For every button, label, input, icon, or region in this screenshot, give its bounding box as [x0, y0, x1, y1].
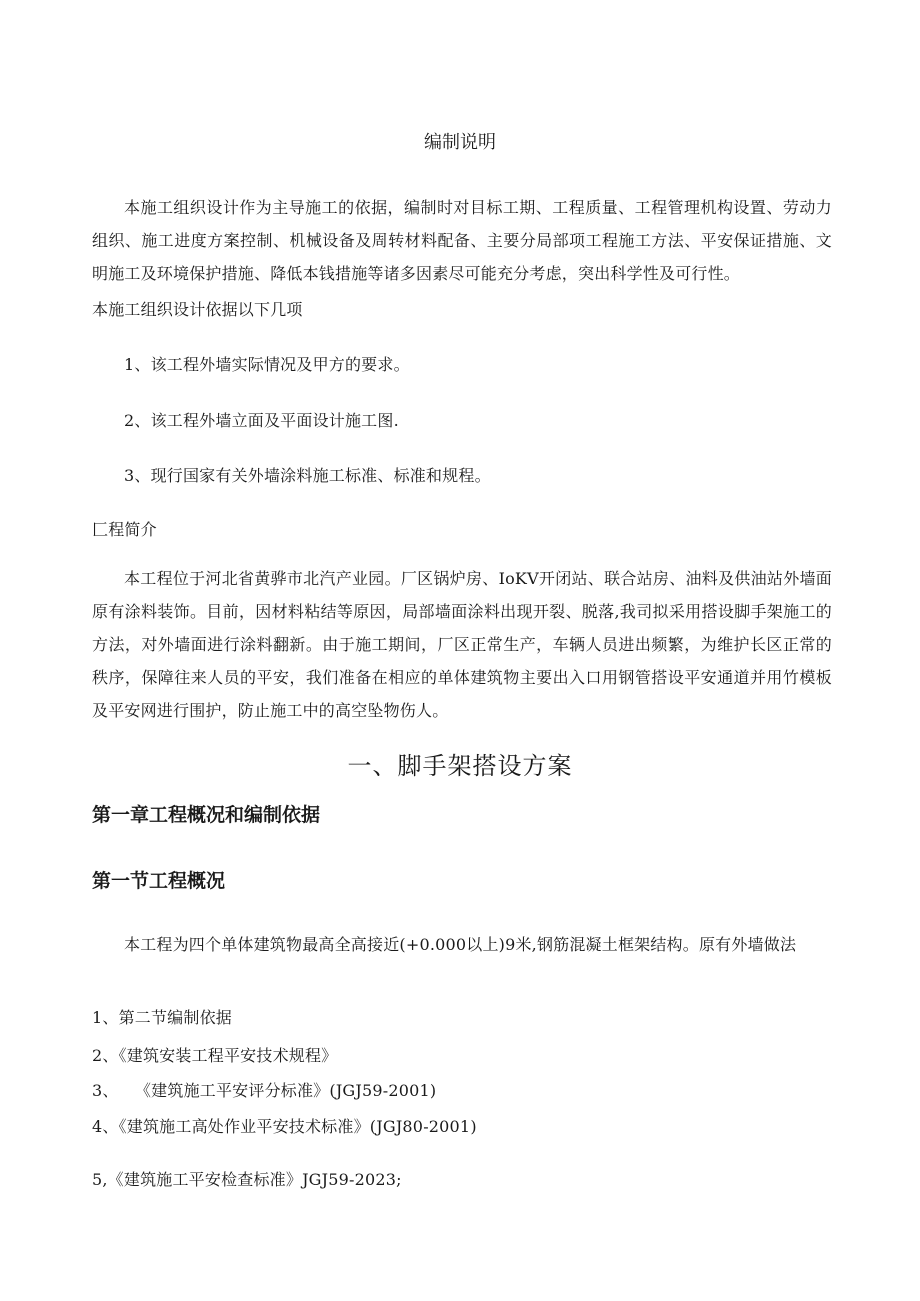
basis-item-2: 2、该工程外墙立面及平面设计施工图. — [124, 411, 399, 430]
ref-item-3: 3、 《建筑施工平安评分标准》(JGJ59-2001) — [92, 1081, 437, 1100]
doc-title: 编制说明 — [424, 132, 496, 153]
intro-paragraph: 本施工组织设计作为主导施工的依据，编制时对目标工期、工程质量、工程管理机构设置、劳动力组织、施工进度方案控制、机械设备及周转材料配备、主要分局部项工程施工方法、平安保证措施、文明施工及环境保护措施、降低本钱措施等诸多因素尽可能充分考虑，突出科学性及可行性。 — [92, 198, 832, 283]
overview-paragraph: 本工程为四个单体建筑物最高全高接近(+0.000以上)9米,钢筋混凝土框架结构。原有外墙做法 — [124, 935, 797, 954]
basis-intro: 本施工组织设计依据以下几项 — [92, 300, 303, 319]
ref-item-2: 2、《建筑安装工程平安技术规程》 — [92, 1046, 338, 1065]
basis-item-1: 1、该工程外墙实际情况及甲方的要求。 — [124, 355, 410, 374]
ref-item-5: 5,《建筑施工平安检查标准》JGJ59-2023; — [92, 1170, 402, 1189]
project-paragraph: 本工程位于河北省黄骅市北汽产业园。厂区锅炉房、IoKV开闭站、联合站房、油料及供油站外墙面原有涂料装饰。目前，因材料粘结等原因，局部墙面涂料出现开裂、脱落,我司拟采用搭设脚手架施工的方法，对外墙面进行涂料翻新。由于施工期间，厂区正常生产，车辆人员进出频繁，为维护长区正常的秩序，保障往来人员的平安，我们准备在相应的单体建筑物主要出入口用钢管搭设平安通道并用竹模板及平安网进行围护，防止施工中的高空坠物伤人。 — [92, 569, 832, 720]
basis-item-3: 3、现行国家有关外墙涂料施工标准、标准和规程。 — [124, 466, 491, 485]
ref-item-4: 4、《建筑施工高处作业平安技术标准》(JGJ80-2001) — [92, 1117, 477, 1136]
section-heading: 一、脚手架搭设方案 — [347, 752, 573, 780]
subsection-heading: 第一节工程概况 — [92, 870, 226, 892]
project-heading: 匚程简介 — [92, 520, 157, 539]
ref-item-1: 1、第二节编制依据 — [92, 1008, 232, 1027]
chapter-heading: 第一章工程概况和编制依据 — [92, 804, 321, 826]
